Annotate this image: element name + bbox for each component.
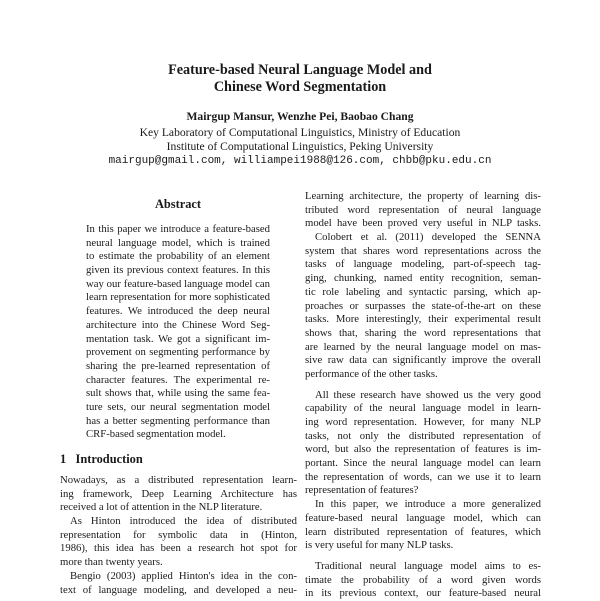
text-line: feature-based neural language model, which can: [305, 511, 541, 524]
text-line: sive raw data can significantly improve the overall: [305, 354, 541, 367]
text-line: text of language modeling, and developed a neu-: [60, 583, 297, 596]
text-line: representation of features?: [305, 484, 419, 497]
paragraph: [60, 515, 297, 570]
text-line: ing framework, Deep Learning Architecture has: [60, 487, 297, 500]
text-line: tasks, not only the distributed representation of: [305, 429, 541, 442]
text-line: ture sets, our neural segmentation model: [86, 400, 270, 413]
paragraph: [305, 389, 541, 499]
text-line: tasks. More interestingly, their experimental result: [305, 313, 541, 326]
text-line: more than twenty years.: [60, 556, 163, 569]
section-number: 1: [60, 452, 67, 466]
text-line: ing word representation. However, for many NLP: [305, 416, 541, 428]
text-line: In this paper, we introduce a more generalized: [315, 498, 541, 511]
text-line: shows that, sharing the word representations that: [305, 326, 541, 339]
text-line: character features. The experimental re-: [86, 373, 270, 386]
text-line: tasks of language modeling, part-of-speech tag-: [305, 258, 541, 271]
text-line: Bengio (2003) applied Hinton's idea in the con-: [70, 569, 297, 582]
introduction-right-column: [305, 190, 541, 601]
text-line: 1986), this idea has been a research hot spot for: [60, 542, 297, 555]
text-line: All these research have showed us the very good: [315, 388, 541, 401]
text-line: word, but also the representation of features is im-: [305, 443, 541, 456]
paragraph: [86, 223, 270, 442]
text-line: tic role labeling and syntactic parsing, which ap-: [305, 285, 541, 298]
abstract-body: [86, 223, 270, 442]
paragraph: [305, 190, 541, 231]
text-line: model have been proved very useful in NLP tasks.: [305, 217, 541, 230]
text-line: way our feature-based language model can: [86, 277, 270, 290]
affiliation-1: Key Laboratory of Computational Linguistics, Ministry of Education: [139, 126, 461, 139]
text-line: Nowadays, as a distributed representation learn-: [60, 474, 297, 486]
text-line: sharing the pre-learned representation of: [86, 359, 270, 372]
author-emails: mairgup@gmail.com, williampei1988@126.com, chbb@pku.edu.cn: [108, 155, 492, 167]
paper-title-line-2: Chinese Word Segmentation: [213, 79, 387, 95]
text-line: neural language model, which is trained: [86, 236, 270, 249]
text-line: CRF-based segmentation model.: [86, 428, 226, 441]
text-line: In this paper we introduce a feature-based: [86, 223, 270, 235]
affiliation-2: Institute of Computational Linguistics, Peking University: [166, 140, 434, 153]
text-line: architecture into the Chinese Word Seg-: [86, 318, 270, 331]
text-line: is very useful for many NLP tasks.: [305, 539, 454, 552]
text-line: Traditional neural language model aims to es-: [315, 559, 541, 572]
text-line: to estimate the probability of an element: [86, 250, 270, 263]
text-line: Learning architecture, the property of learning dis-: [305, 190, 541, 202]
text-line: has a better segmenting performance than: [86, 414, 270, 427]
abstract-heading: Abstract: [154, 197, 202, 211]
text-line: tributed word representation of neural language: [305, 203, 541, 216]
paragraph: [60, 474, 297, 515]
text-line: the representation of words, can we use it to learn: [305, 470, 541, 483]
text-line: Colobert et al. (2011) developed the SENNA: [315, 231, 541, 244]
paper-title-line-1: Feature-based Neural Language Model and: [168, 62, 432, 78]
paragraph: [60, 570, 297, 597]
text-line: capability of the neural language model in learn-: [305, 402, 541, 415]
section-heading-introduction: [60, 452, 143, 467]
text-line: are learned by the neural language model on mas-: [305, 340, 541, 353]
text-line: ging, chunking, named entity recognition, seman-: [305, 272, 541, 285]
text-line: given its previous context features. In this: [86, 264, 270, 277]
text-line: in its previous context, our feature-based neural: [305, 587, 541, 600]
text-line: system that shares word representations across the: [305, 244, 541, 257]
text-line: timate the probability of a word given words: [305, 573, 541, 586]
text-line: learn representation for more sophisticated: [86, 291, 270, 304]
text-line: mentation task. We got a significant im-: [86, 332, 270, 345]
text-line: received a lot of attention in the NLP literature.: [60, 501, 263, 514]
text-line: representation for symbolic data in (Hinton,: [60, 528, 297, 541]
text-line: sult shows that, while using the same fea-: [86, 387, 270, 400]
paragraph: [305, 498, 541, 553]
paragraph: [305, 231, 541, 382]
section-title: Introduction: [75, 452, 143, 466]
authors: Mairgup Mansur, Wenzhe Pei, Baobao Chang: [186, 110, 414, 123]
text-line: provement on segmenting performance by: [86, 346, 270, 359]
paragraph: [305, 560, 541, 601]
text-line: portant. Since the neural language model can learn: [305, 457, 541, 470]
introduction-left-column: [60, 474, 297, 597]
text-line: proaches or surpasses the state-of-the-art on these: [305, 299, 541, 312]
text-line: As Hinton introduced the idea of distributed: [70, 515, 297, 528]
text-line: learn distributed representation of features, which: [305, 525, 541, 538]
text-line: performance of the other tasks.: [305, 367, 438, 380]
text-line: features. We introduced the deep neural: [86, 305, 270, 318]
